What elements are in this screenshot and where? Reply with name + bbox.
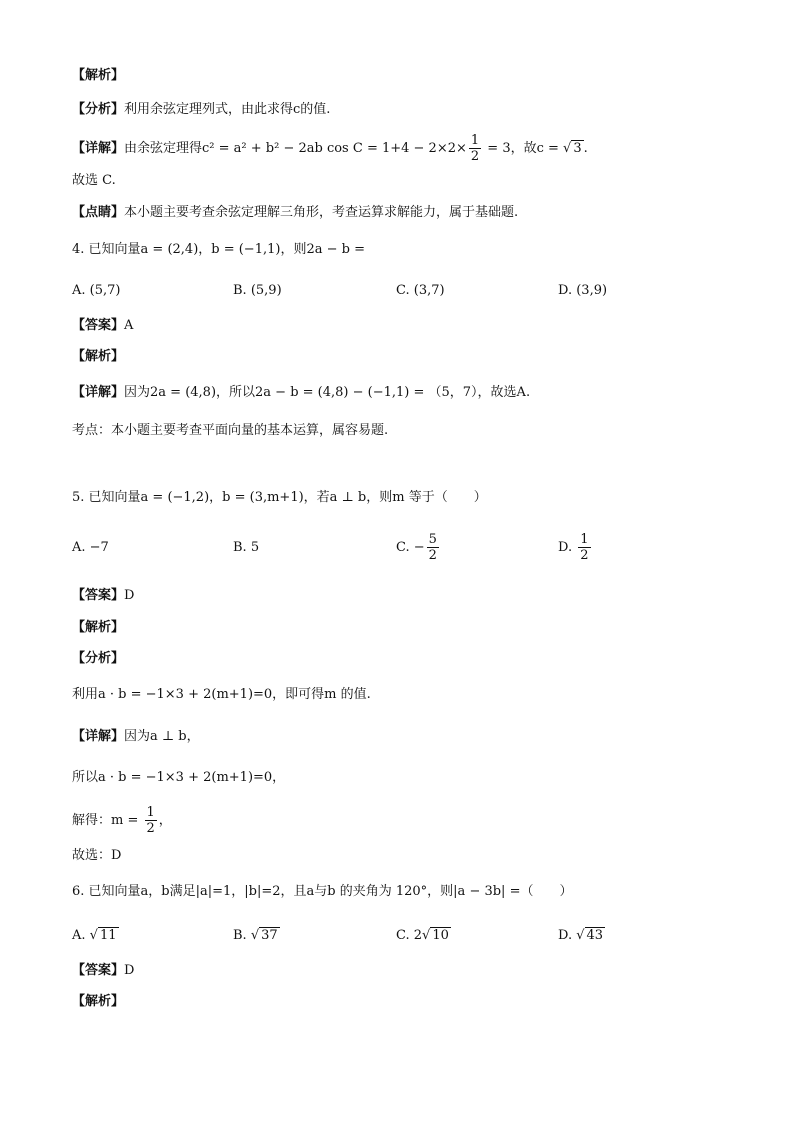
fraction-denominator: 2	[580, 548, 589, 563]
answer-tag: 【答案】	[72, 963, 125, 978]
q4-option-a: A. (5,7)	[72, 283, 121, 298]
xiangjie-3: 【详解】由余弦定理得c² = a² + b² − 2ab cos C = 1+4 − 2×2× $\frac{1}{2}$ = 3，故c = √ 3 .	[72, 133, 588, 164]
q4-answer	[72, 316, 133, 336]
fraction-numerator: 1	[580, 532, 589, 547]
q4-stem: 4. 已知向量a = (2,4)，b = (−1,1)，则2a − b =	[72, 242, 365, 257]
xiangjie-tag: 【详解】	[72, 385, 125, 400]
xiangjie-formula-b: = 3，故c =	[483, 141, 564, 156]
q5-option-c	[396, 530, 441, 566]
q6-jiexi: 【解析】	[72, 994, 125, 1009]
q5-fenxi-text: 利用a · b = −1×3 + 2(m+1)=0，即可得m 的值.	[72, 687, 371, 702]
guxuan-3: 故选 C.	[72, 173, 116, 188]
q6-stem: 6. 已知向量a，b满足|a|=1，|b|=2，且a与b 的夹角为 120°，则|a − 3b| =（ ）	[72, 884, 573, 899]
q4-option-c: C. (3,7)	[396, 283, 445, 298]
answer-tag: 【答案】	[72, 318, 125, 333]
option-a-sqrt: 11	[99, 928, 117, 943]
fraction-numerator: 1	[470, 133, 480, 148]
fraction-denominator: 2	[470, 149, 480, 164]
q5-jiede	[72, 804, 172, 838]
option-b-sqrt: 37	[261, 928, 278, 943]
answer-value: D	[124, 588, 135, 603]
option-c-fraction	[427, 532, 439, 563]
fraction-denominator: 2	[146, 821, 155, 836]
answer-value: A	[124, 318, 134, 333]
jiede-fraction	[145, 805, 157, 836]
xiangjie-tag: 【详解】	[72, 729, 125, 744]
q6-option-c: C. 2√ 10	[396, 928, 449, 943]
fraction-numerator: 5	[428, 532, 437, 547]
jiede-prefix: 解得：m =	[72, 813, 143, 828]
q4-option-d: D. (3,9)	[558, 283, 608, 298]
option-c-prefix: C. −	[396, 540, 425, 555]
option-b-prefix: B.	[233, 928, 251, 943]
option-c-sqrt: 10	[432, 928, 449, 943]
dianjing-3	[72, 203, 518, 223]
xiangjie-end: .	[583, 141, 588, 156]
dianjing-tag: 【点睛】	[72, 205, 125, 220]
q5-fenxi-tag: 【分析】	[72, 651, 125, 666]
option-c-prefix: C. 2	[396, 928, 423, 943]
answer-tag: 【答案】	[72, 588, 125, 603]
fraction-denominator: 2	[428, 548, 437, 563]
q5-guxuan: 故选：D	[72, 848, 122, 863]
q4-xiangjie	[72, 383, 530, 403]
q5-option-b: B. 5	[233, 540, 260, 555]
dianjing-text: 本小题主要考查余弦定理解三角形，考查运算求解能力，属于基础题.	[124, 205, 519, 220]
q4-jiexi: 【解析】	[72, 349, 125, 364]
xiangjie-text: 因为a ⊥ b，	[124, 729, 200, 744]
q5-suoyi: 所以a · b = −1×3 + 2(m+1)=0，	[72, 770, 286, 785]
xiangjie-tag: 【详解】	[72, 141, 125, 156]
option-d-sqrt: 43	[586, 928, 604, 943]
q6-option-d: D. √ 43	[558, 928, 604, 943]
q5-answer	[72, 586, 134, 606]
jiede-suffix: ，	[158, 813, 172, 828]
q6-answer	[72, 961, 134, 981]
q6-option-b: B. √ 37	[233, 928, 278, 943]
xiangjie-formula-a: 由余弦定理得c² = a² + b² − 2ab cos C = 1+4 − 2×2×	[124, 141, 467, 156]
answer-value: D	[124, 963, 135, 978]
q5-stem: 5. 已知向量a = (−1,2)，b = (3,m+1)，若a ⊥ b，则m 等于（ ）	[72, 490, 487, 505]
sqrt-value: 3	[573, 141, 582, 156]
option-d-fraction	[578, 532, 590, 563]
option-d-prefix: D.	[558, 928, 577, 943]
q5-option-a: A. −7	[72, 540, 109, 555]
jiexi-heading-3: 【解析】	[72, 68, 125, 83]
option-a-prefix: A.	[72, 928, 90, 943]
q5-option-d	[558, 530, 593, 566]
q4-option-b: B. (5,9)	[233, 283, 282, 298]
fraction-numerator: 1	[146, 805, 155, 820]
fenxi-tag: 【分析】	[72, 102, 125, 117]
option-d-prefix: D.	[558, 540, 577, 555]
fenxi-3	[72, 100, 330, 120]
xiangjie-text: 因为2a = (4,8)，所以2a − b = (4,8) − (−1,1) = （5，7），故选A.	[124, 385, 531, 400]
q4-kaodian: 考点：本小题主要考查平面向量的基本运算，属容易题.	[72, 423, 389, 438]
fraction-half	[469, 133, 481, 164]
q6-option-a: A. √ 11	[72, 928, 117, 943]
q5-jiexi: 【解析】	[72, 620, 125, 635]
q5-xiangjie	[72, 727, 200, 747]
fenxi-text: 利用余弦定理列式，由此求得c的值.	[124, 102, 331, 117]
